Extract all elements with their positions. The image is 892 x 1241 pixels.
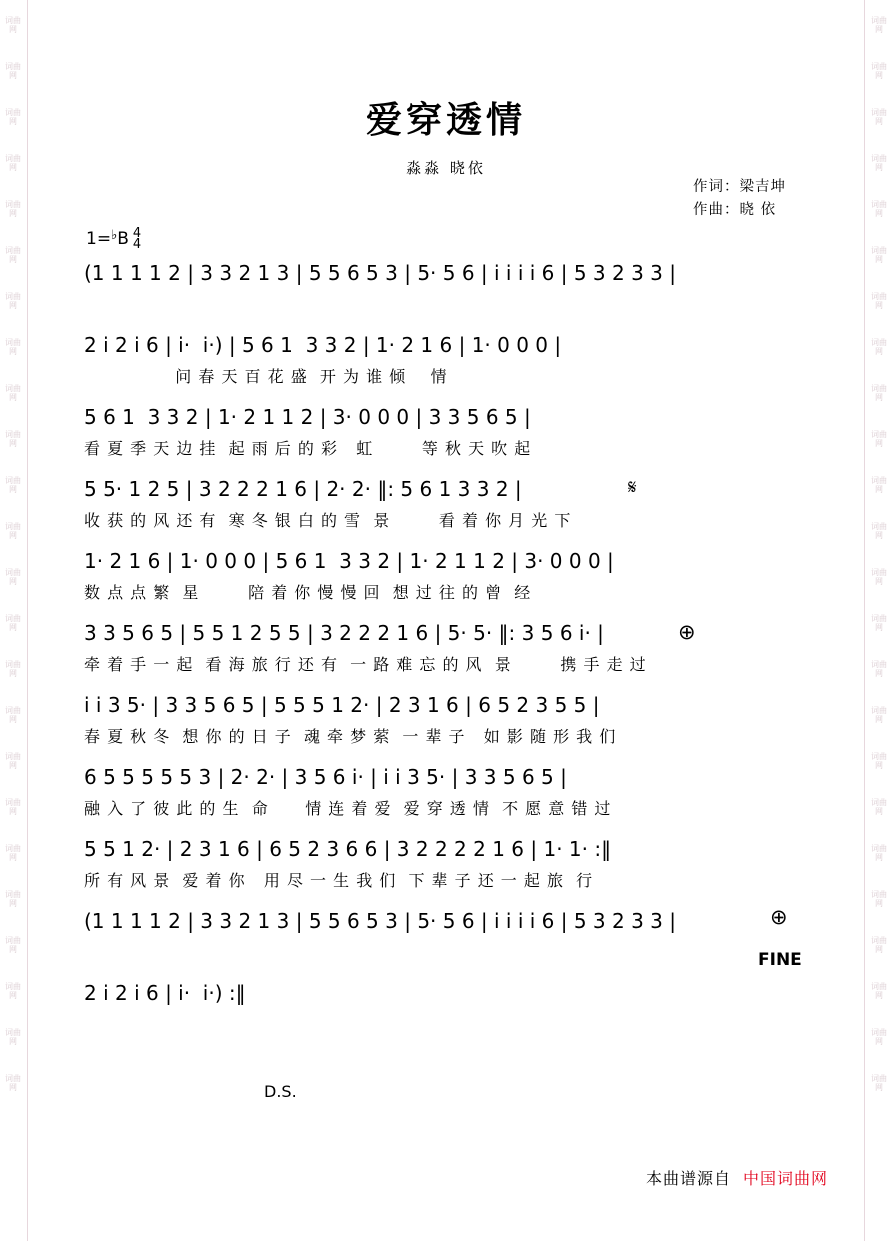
notation-line: 2 i 2 i 6 | i· i·) :‖ [84, 981, 246, 1005]
watermark-text: 词曲网 [5, 798, 21, 816]
watermark-text: 词曲网 [871, 430, 887, 448]
notation-line: 5 5 1 2· | 2 3 1 6 | 6 5 2 3 6 6 | 3 2 2 2 2 1 6 | 1· 1· :‖ [84, 837, 612, 861]
watermark-text: 词曲网 [871, 844, 887, 862]
page-title: 爱穿透情 [365, 100, 526, 141]
lyrics-line: 数 点 点 繁 星 陪 着 你 慢 慢 回 想 过 往 的 曾 经 [84, 583, 532, 602]
notation-line: i i 3 5· | 3 3 5 6 5 | 5 5 5 1 2· | 2 3 1 6 | 6 5 2 3 5 5 | [84, 693, 600, 717]
watermark-text: 词曲网 [871, 522, 887, 540]
watermark-text: 词曲网 [871, 568, 887, 586]
watermark-text: 词曲网 [5, 338, 21, 356]
system-spacer [28, 462, 864, 470]
watermark-text: 词曲网 [5, 936, 21, 954]
notation-line: 5 6 1 3 3 2 | 1· 2 1 1 2 | 3· 0 0 0 | 3 3 5 6 5 | [84, 405, 531, 429]
page-border-right [864, 0, 865, 1241]
watermark-text: 词曲网 [871, 16, 887, 34]
key-signature [86, 228, 141, 250]
music-system [28, 474, 864, 542]
fine-mark: FINE [758, 950, 802, 970]
watermark-text: 词曲网 [5, 1028, 21, 1046]
watermark-column-right [866, 0, 892, 1241]
watermark-text: 词曲网 [871, 154, 887, 172]
time-signature [133, 228, 141, 250]
lyrics-line: 看 夏 季 天 边 挂 起 雨 后 的 彩 虹 等 秋 天 吹 起 [84, 439, 532, 458]
music-system [28, 402, 864, 470]
notation-line: 3 3 5 6 5 | 5 5 1 2 5 5 | 3 2 2 2 1 6 | 5· 5· ‖: 3 5 6 i· | [84, 621, 604, 645]
system-spacer [28, 390, 864, 398]
notation-line: 1· 2 1 6 | 1· 0 0 0 | 5 6 1 3 3 2 | 1· 2 1 1 2 | 3· 0 0 0 | [84, 549, 614, 573]
footer-credit [646, 1166, 828, 1189]
system-spacer [28, 750, 864, 758]
notation-line: 5 5· 1 2 5 | 3 2 2 2 1 6 | 2· 2· ‖: 5 6 1 3 3 2 | [84, 477, 522, 501]
watermark-text: 词曲网 [871, 1028, 887, 1046]
music-system [28, 690, 864, 758]
watermark-text: 词曲网 [871, 1074, 887, 1092]
watermark-text: 词曲网 [5, 476, 21, 494]
watermark-text: 词曲网 [5, 706, 21, 724]
watermark-text: 词曲网 [5, 16, 21, 34]
lyrics-line: 所 有 风 景 爱 着 你 用 尽 一 生 我 们 下 辈 子 还 一 起 旅 行 [84, 871, 594, 890]
watermark-text: 词曲网 [871, 936, 887, 954]
watermark-text: 词曲网 [5, 568, 21, 586]
time-signature-bottom: 4 [132, 237, 142, 252]
watermark-column-left [0, 0, 26, 1241]
watermark-text: 词曲网 [5, 890, 21, 908]
lyrics-line: 问 春 天 百 花 盛 开 为 谁 倾 情 [84, 367, 448, 386]
system-spacer [28, 678, 864, 686]
watermark-text: 词曲网 [871, 660, 887, 678]
credits [693, 176, 786, 222]
watermark-text: 词曲网 [5, 1074, 21, 1092]
watermark-text: 词曲网 [5, 246, 21, 264]
watermark-text: 词曲网 [871, 384, 887, 402]
ds-mark: D.S. [264, 1082, 297, 1101]
music-system [28, 978, 864, 1046]
lyrics-line [28, 940, 864, 966]
watermark-text: 词曲网 [5, 752, 21, 770]
key-signature-label: 1= [86, 229, 112, 249]
watermark-text: 词曲网 [871, 706, 887, 724]
system-spacer [28, 606, 864, 614]
system-spacer [28, 966, 864, 974]
watermark-text: 词曲网 [871, 62, 887, 80]
performers: 淼淼 晓依 [406, 159, 486, 177]
music-systems [28, 258, 864, 1050]
watermark-text: 词曲网 [5, 292, 21, 310]
watermark-text: 词曲网 [5, 200, 21, 218]
watermark-text: 词曲网 [871, 292, 887, 310]
lyricist-line: 作词：梁吉坤 [693, 179, 786, 195]
music-system [28, 546, 864, 614]
watermark-text: 词曲网 [871, 752, 887, 770]
flat-icon: ♭ [111, 228, 118, 243]
watermark-text: 词曲网 [871, 200, 887, 218]
lyrics-line: 牵 着 手 一 起 看 海 旅 行 还 有 一 路 难 忘 的 风 景 携 手 走 过 [84, 655, 647, 674]
watermark-text: 词曲网 [871, 798, 887, 816]
system-spacer [28, 894, 864, 902]
watermark-text: 词曲网 [871, 338, 887, 356]
watermark-text: 词曲网 [5, 660, 21, 678]
footer-source-label: 本曲谱源自 [645, 1169, 731, 1188]
segno-sign: 𝄋 [628, 475, 637, 499]
music-system [28, 330, 864, 398]
watermark-text: 词曲网 [871, 982, 887, 1000]
lyrics-line: 春 夏 秋 冬 想 你 的 日 子 魂 牵 梦 萦 一 辈 子 如 影 随 形 我 们 [84, 727, 617, 746]
watermark-text: 词曲网 [871, 614, 887, 632]
watermark-text: 词曲网 [5, 430, 21, 448]
watermark-text: 词曲网 [5, 154, 21, 172]
time-signature-top: 4 [132, 226, 142, 241]
lyrics-line [28, 292, 864, 318]
footer-brand: 中国词曲网 [742, 1169, 828, 1188]
music-system [28, 618, 864, 686]
watermark-text: 词曲网 [5, 844, 21, 862]
system-spacer [28, 1038, 864, 1046]
music-system [28, 906, 864, 974]
notation-line: (1 1 1 1 2 | 3 3 2 1 3 | 5 5 6 5 3 | 5· 5 6 | i i i i 6 | 5 3 2 3 3 | [84, 261, 677, 285]
watermark-text: 词曲网 [5, 982, 21, 1000]
score-content [28, 0, 864, 1241]
music-system [28, 762, 864, 830]
notation-line: (1 1 1 1 2 | 3 3 2 1 3 | 5 5 6 5 3 | 5· 5 6 | i i i i 6 | 5 3 2 3 3 | [84, 909, 677, 933]
system-spacer [28, 318, 864, 326]
watermark-text: 词曲网 [871, 890, 887, 908]
watermark-text: 词曲网 [5, 522, 21, 540]
watermark-text: 词曲网 [5, 384, 21, 402]
watermark-text: 词曲网 [5, 62, 21, 80]
watermark-text: 词曲网 [871, 246, 887, 264]
music-system [28, 258, 864, 326]
lyrics-line: 收 获 的 风 还 有 寒 冬 银 白 的 雪 景 看 着 你 月 光 下 [84, 511, 572, 530]
system-spacer [28, 534, 864, 542]
key-letter: B [117, 229, 129, 249]
watermark-text: 词曲网 [871, 108, 887, 126]
lyrics-line: 融 入 了 彼 此 的 生 命 情 连 着 爱 爱 穿 透 情 不 愿 意 错 过 [84, 799, 612, 818]
composer-line: 作曲：晓 依 [693, 202, 777, 218]
lyrics-line [28, 1012, 864, 1038]
music-system [28, 834, 864, 902]
watermark-text: 词曲网 [871, 476, 887, 494]
watermark-text: 词曲网 [5, 108, 21, 126]
notation-line: 2 i 2 i 6 | i· i·) | 5 6 1 3 3 2 | 1· 2 1 6 | 1· 0 0 0 | [84, 333, 562, 357]
system-spacer [28, 822, 864, 830]
coda-sign-2: ⊕ [770, 905, 788, 929]
notation-line: 6 5 5 5 5 5 3 | 2· 2· | 3 5 6 i· | i i 3 5· | 3 3 5 6 5 | [84, 765, 567, 789]
coda-sign-1: ⊕ [678, 620, 696, 644]
watermark-text: 词曲网 [5, 614, 21, 632]
